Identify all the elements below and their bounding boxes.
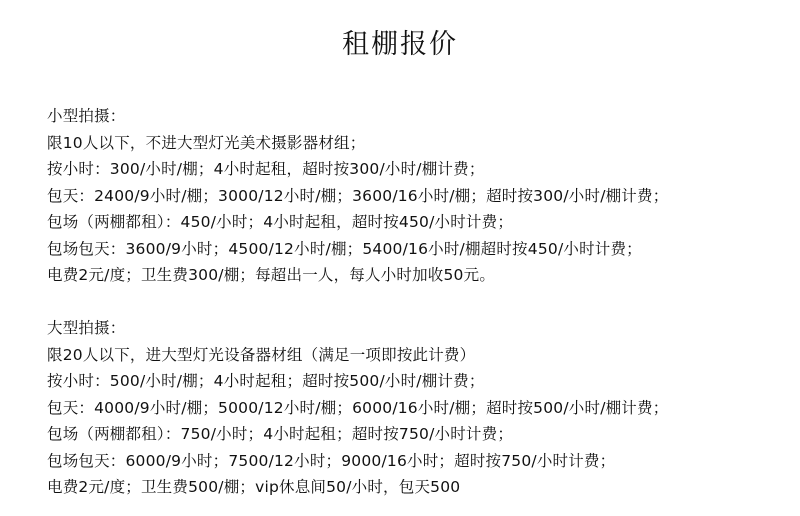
small-shoot-line: 电费2元/度；卫生费300/棚；每超出一人，每人小时加收50元。 [47, 266, 496, 284]
small-shoot-line: 限10人以下，不进大型灯光美术摄影器材组； [47, 133, 366, 152]
large-shoot-line: 包场（两棚都租）：750/小时；4小时起租；超时按750/小时计费； [47, 425, 514, 443]
small-shoot-line: 按小时：300/小时/棚；4小时起租，超时按300/小时/棚计费； [47, 160, 485, 178]
small-shoot-line: 包天：2400/9小时/棚；3000/12小时/棚；3600/16小时/棚；超时按300/小时/棚计费； [47, 186, 669, 205]
small-shoot-section [47, 103, 668, 289]
large-shoot-heading: 大型拍摄： [47, 319, 126, 337]
small-shoot-line: 包场包天：3600/9小时；4500/12小时/棚；5400/16小时/棚超时按450/小时计费； [47, 239, 642, 258]
large-shoot-section [47, 315, 668, 501]
large-shoot-line: 包天：4000/9小时/棚；5000/12小时/棚；6000/16小时/棚；超时按500/小时/棚计费； [47, 398, 669, 417]
large-shoot-line: 电费2元/度；卫生费500/棚；vip休息间50/小时，包天500 [47, 478, 461, 496]
large-shoot-line: 按小时：500/小时/棚；4小时起租；超时按500/小时/棚计费； [47, 372, 485, 390]
small-shoot-heading: 小型拍摄： [47, 107, 126, 125]
large-shoot-line: 包场包天：6000/9小时；7500/12小时；9000/16小时；超时按750/小时计费； [47, 451, 616, 470]
small-shoot-line: 包场（两棚都租）：450/小时；4小时起租，超时按450/小时计费； [47, 213, 514, 231]
large-shoot-line: 限20人以下，进大型灯光设备器材组（满足一项即按此计费） [47, 345, 476, 364]
page-title: 租棚报价 [342, 29, 458, 60]
